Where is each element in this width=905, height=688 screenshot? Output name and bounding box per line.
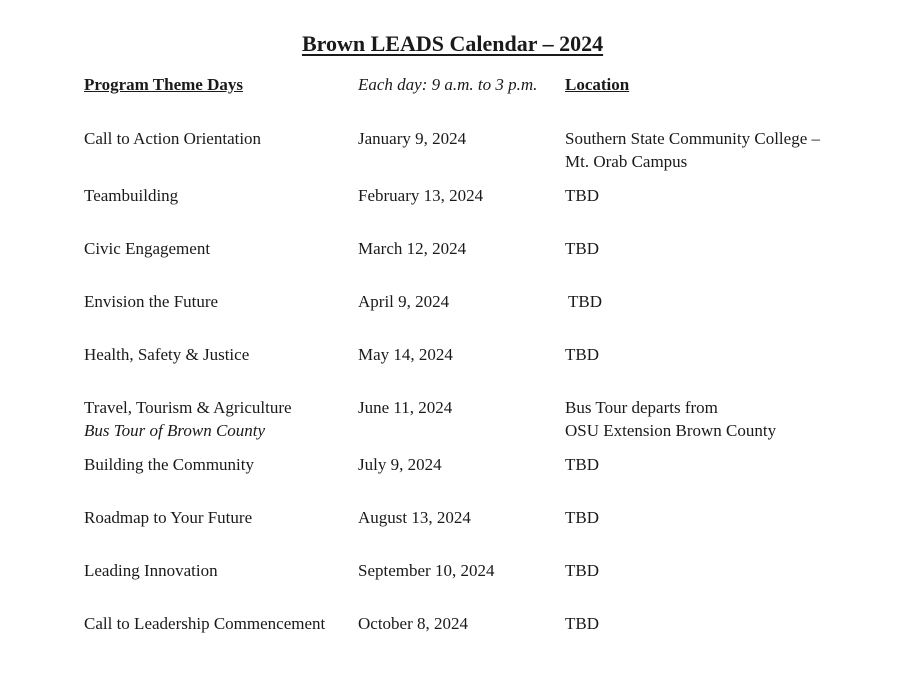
theme-name: Civic Engagement bbox=[84, 239, 211, 258]
event-location bbox=[565, 127, 820, 173]
event-date: September 10, 2024 bbox=[358, 561, 495, 580]
theme-cell bbox=[84, 396, 292, 442]
theme-name: Call to Leadership Commencement bbox=[84, 614, 326, 633]
event-location: TBD bbox=[565, 186, 599, 205]
event-location bbox=[565, 396, 776, 442]
event-date: August 13, 2024 bbox=[358, 508, 471, 527]
event-location: TBD bbox=[565, 508, 599, 527]
location-line-2: Mt. Orab Campus bbox=[565, 152, 688, 171]
document-title: Brown LEADS Calendar – 2024 bbox=[301, 31, 604, 56]
header-program-theme-days: Program Theme Days bbox=[84, 75, 243, 94]
event-date: October 8, 2024 bbox=[358, 614, 469, 633]
location-line-2: OSU Extension Brown County bbox=[565, 421, 777, 440]
theme-name: Call to Action Orientation bbox=[84, 129, 262, 148]
event-location: TBD bbox=[565, 345, 599, 364]
location-line-1: Bus Tour departs from bbox=[565, 398, 718, 417]
event-location: TBD bbox=[565, 239, 599, 258]
theme-name: Roadmap to Your Future bbox=[84, 508, 253, 527]
event-date: May 14, 2024 bbox=[358, 345, 453, 364]
theme-name: Building the Community bbox=[84, 455, 255, 474]
location-line-1: Southern State Community College – bbox=[565, 129, 820, 148]
event-date: January 9, 2024 bbox=[358, 129, 467, 148]
event-location: TBD bbox=[565, 614, 599, 633]
theme-subtitle: Bus Tour of Brown County bbox=[84, 421, 266, 440]
event-date: February 13, 2024 bbox=[358, 186, 484, 205]
event-location: TBD bbox=[568, 292, 602, 311]
event-location: TBD bbox=[565, 561, 599, 580]
header-location: Location bbox=[565, 75, 630, 94]
header-daily-hours: Each day: 9 a.m. to 3 p.m. bbox=[358, 75, 538, 94]
event-date: July 9, 2024 bbox=[358, 455, 442, 474]
event-date: April 9, 2024 bbox=[358, 292, 450, 311]
event-location: TBD bbox=[565, 455, 599, 474]
theme-name: Teambuilding bbox=[84, 186, 179, 205]
event-date: March 12, 2024 bbox=[358, 239, 467, 258]
theme-name: Travel, Tourism & Agriculture bbox=[84, 398, 292, 417]
theme-name: Health, Safety & Justice bbox=[84, 345, 250, 364]
theme-name: Envision the Future bbox=[84, 292, 219, 311]
event-date: June 11, 2024 bbox=[358, 398, 453, 417]
theme-name: Leading Innovation bbox=[84, 561, 218, 580]
